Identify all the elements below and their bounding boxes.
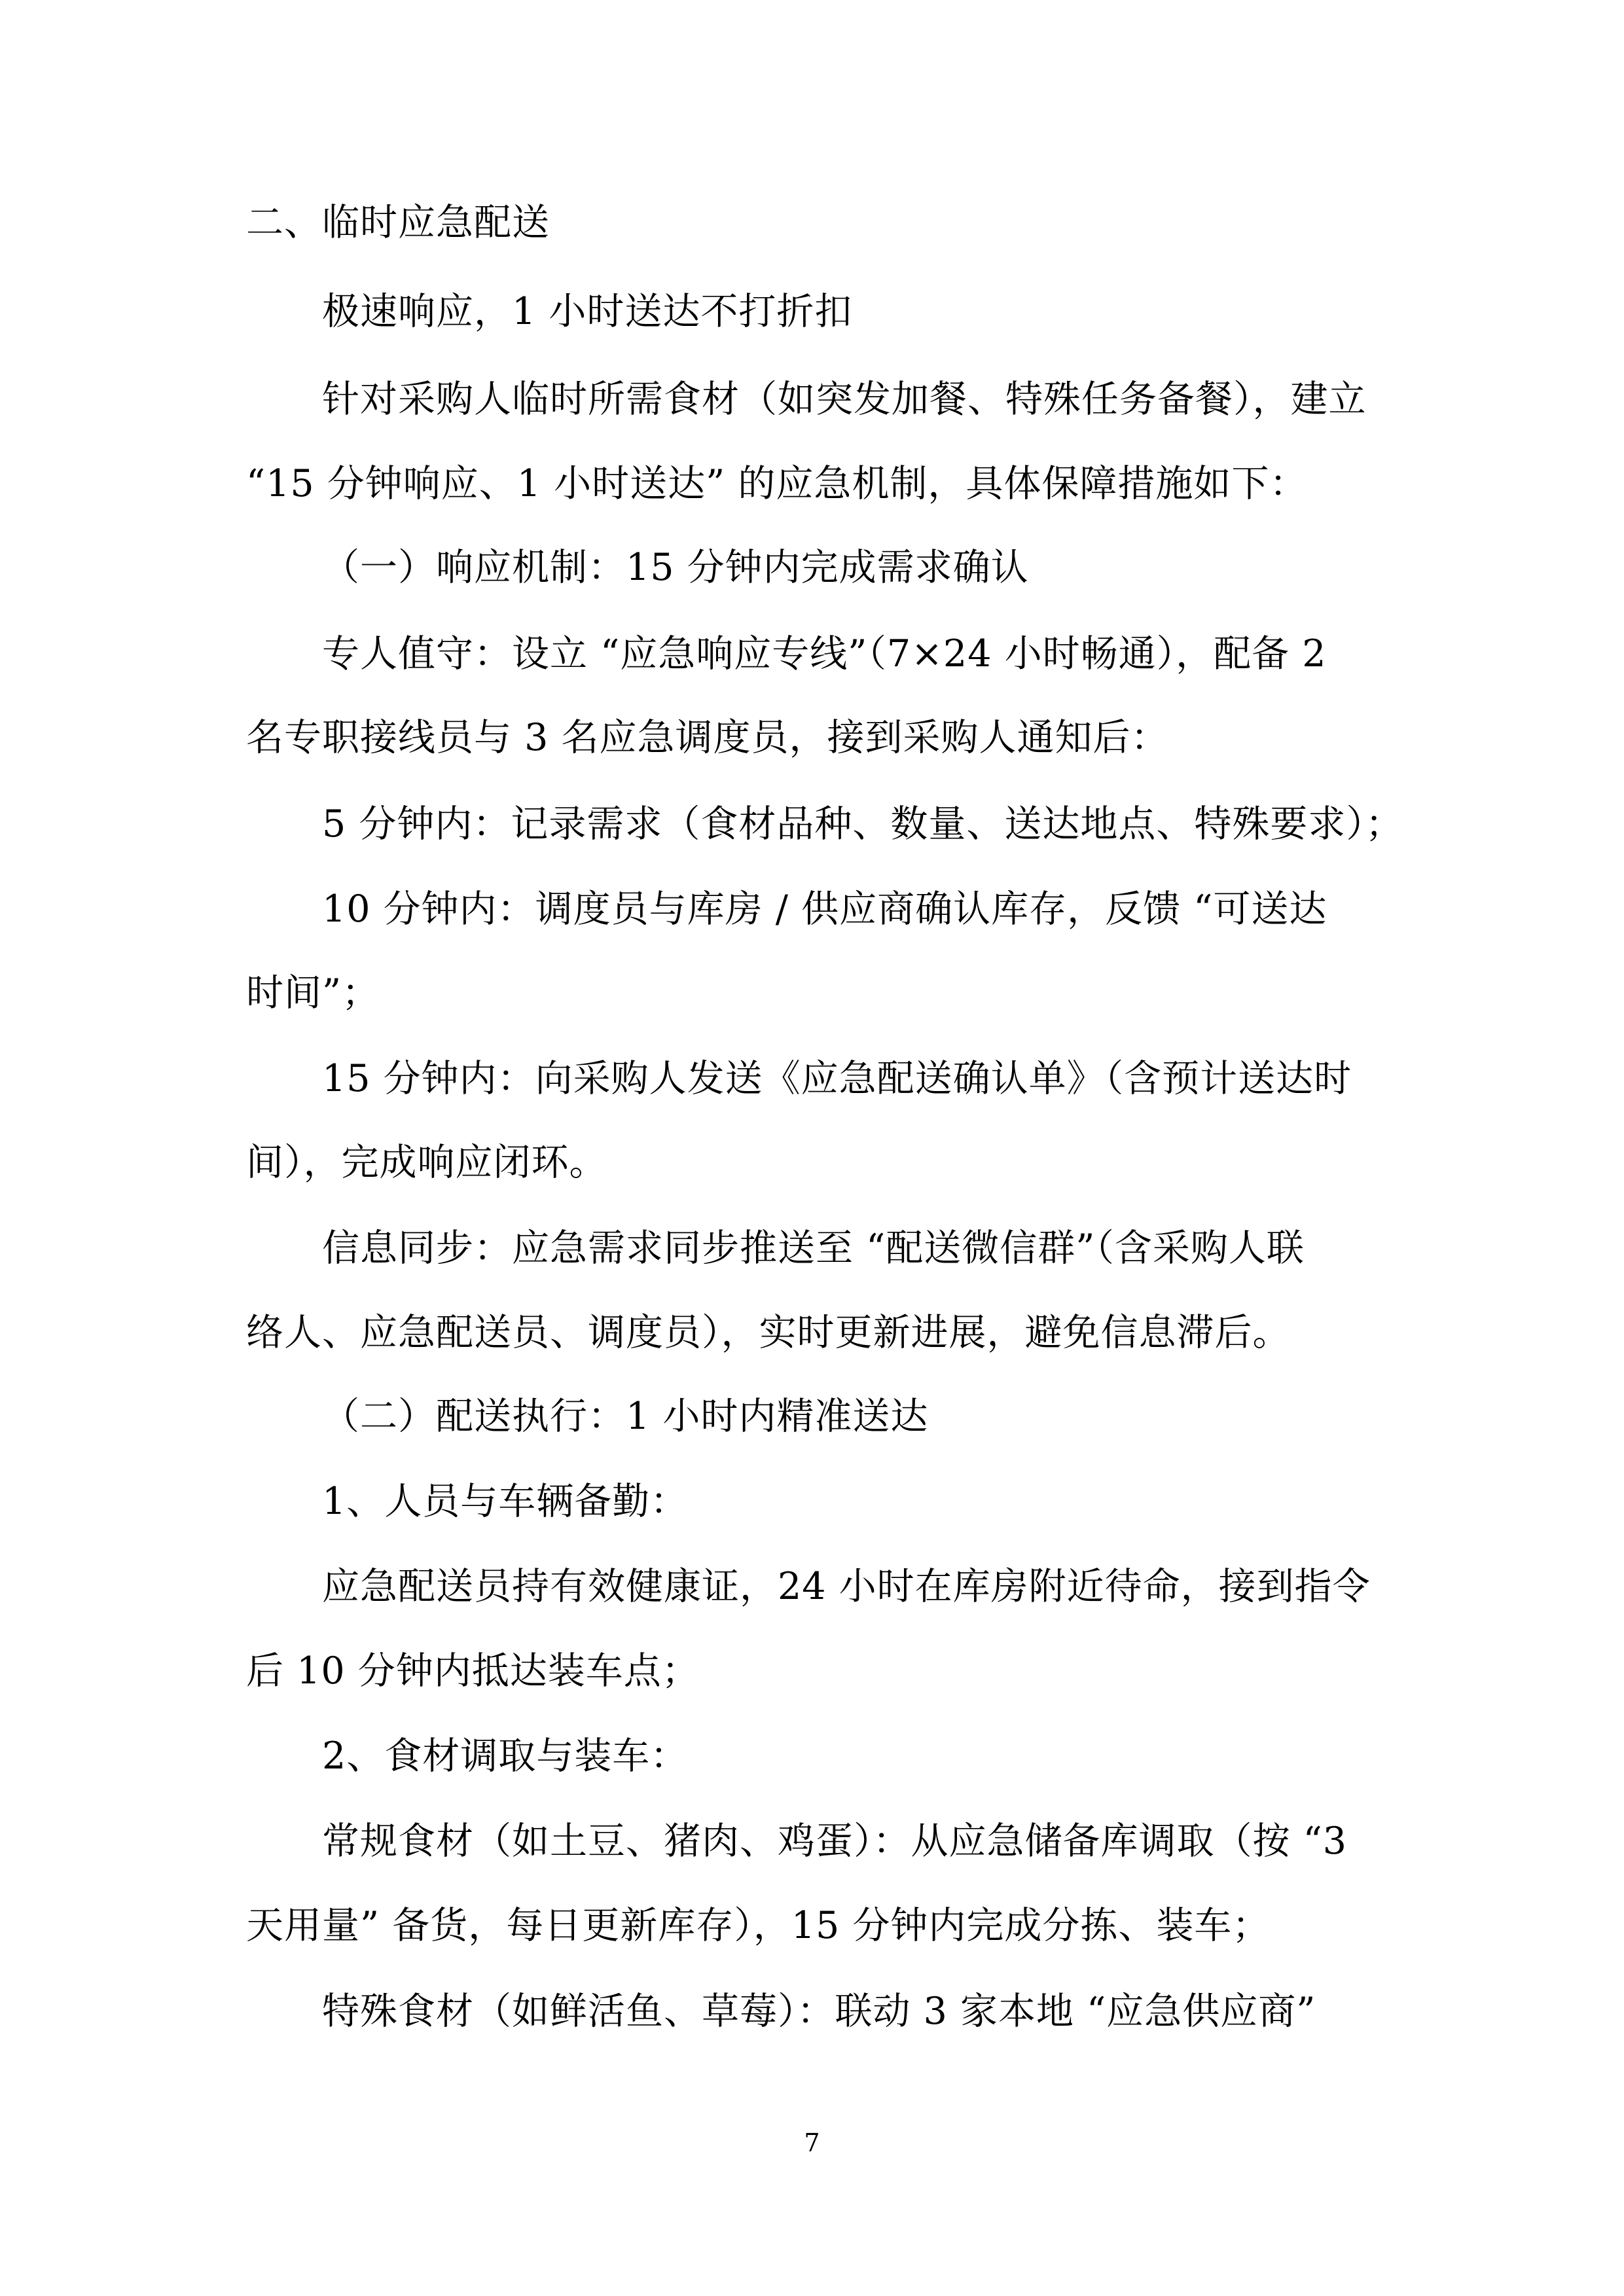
- paragraph-line: 应急配送员持有效健康证，24 小时在库房附近待命，接到指令: [322, 1565, 1371, 1608]
- paragraph-line: 络人、应急配送员、调度员），实时更新进展，避免信息滞后。: [246, 1311, 1291, 1354]
- paragraph-line: 天用量” 备货，每日更新库存），15 分钟内完成分拣、装车；: [246, 1904, 1271, 1947]
- paragraph-line: 后 10 分钟内抵达装车点；: [246, 1649, 700, 1693]
- paragraph-line: 特殊食材（如鲜活鱼、草莓）：联动 3 家本地 “应急供应商”: [322, 1990, 1316, 2033]
- paragraph-line: 专人值守：设立 “应急响应专线”（7×24 小时畅通），配备 2: [322, 632, 1327, 675]
- paragraph-line: 名专职接线员与 3 名应急调度员，接到采购人通知后：: [246, 716, 1169, 759]
- paragraph-line: 5 分钟内：记录需求（食材品种、数量、送达地点、特殊要求）；: [322, 802, 1403, 846]
- paragraph-line: 信息同步：应急需求同步推送至 “配送微信群”（含采购人联: [322, 1227, 1305, 1270]
- paragraph-line: 时间”；: [246, 971, 380, 1014]
- page-number: 7: [804, 2128, 820, 2157]
- subsection-heading: （二）配送执行：1 小时内精准送达: [322, 1395, 929, 1438]
- paragraph-line: 间），完成响应闭环。: [246, 1141, 607, 1184]
- paragraph-line: “15 分钟响应、1 小时送达” 的应急机制，具体保障措施如下：: [246, 462, 1308, 505]
- paragraph-line: 常规食材（如土豆、猪肉、鸡蛋）：从应急储备库调取（按 “3: [322, 1820, 1348, 1863]
- section-heading: 二、临时应急配送: [246, 201, 550, 244]
- subsection-heading: （一）响应机制：15 分钟内完成需求确认: [322, 546, 1029, 589]
- paragraph-line: 针对采购人临时所需食材（如突发加餐、特殊任务备餐），建立: [322, 378, 1367, 421]
- paragraph-line: 极速响应，1 小时送达不打折扣: [322, 290, 853, 333]
- list-item-heading: 1、人员与车辆备勤：: [322, 1480, 689, 1523]
- paragraph-line: 10 分钟内：调度员与库房 / 供应商确认库存，反馈 “可送达: [322, 888, 1327, 931]
- list-item-heading: 2、食材调取与装车：: [322, 1734, 689, 1778]
- paragraph-line: 15 分钟内：向采购人发送《应急配送确认单》（含预计送达时: [322, 1057, 1352, 1100]
